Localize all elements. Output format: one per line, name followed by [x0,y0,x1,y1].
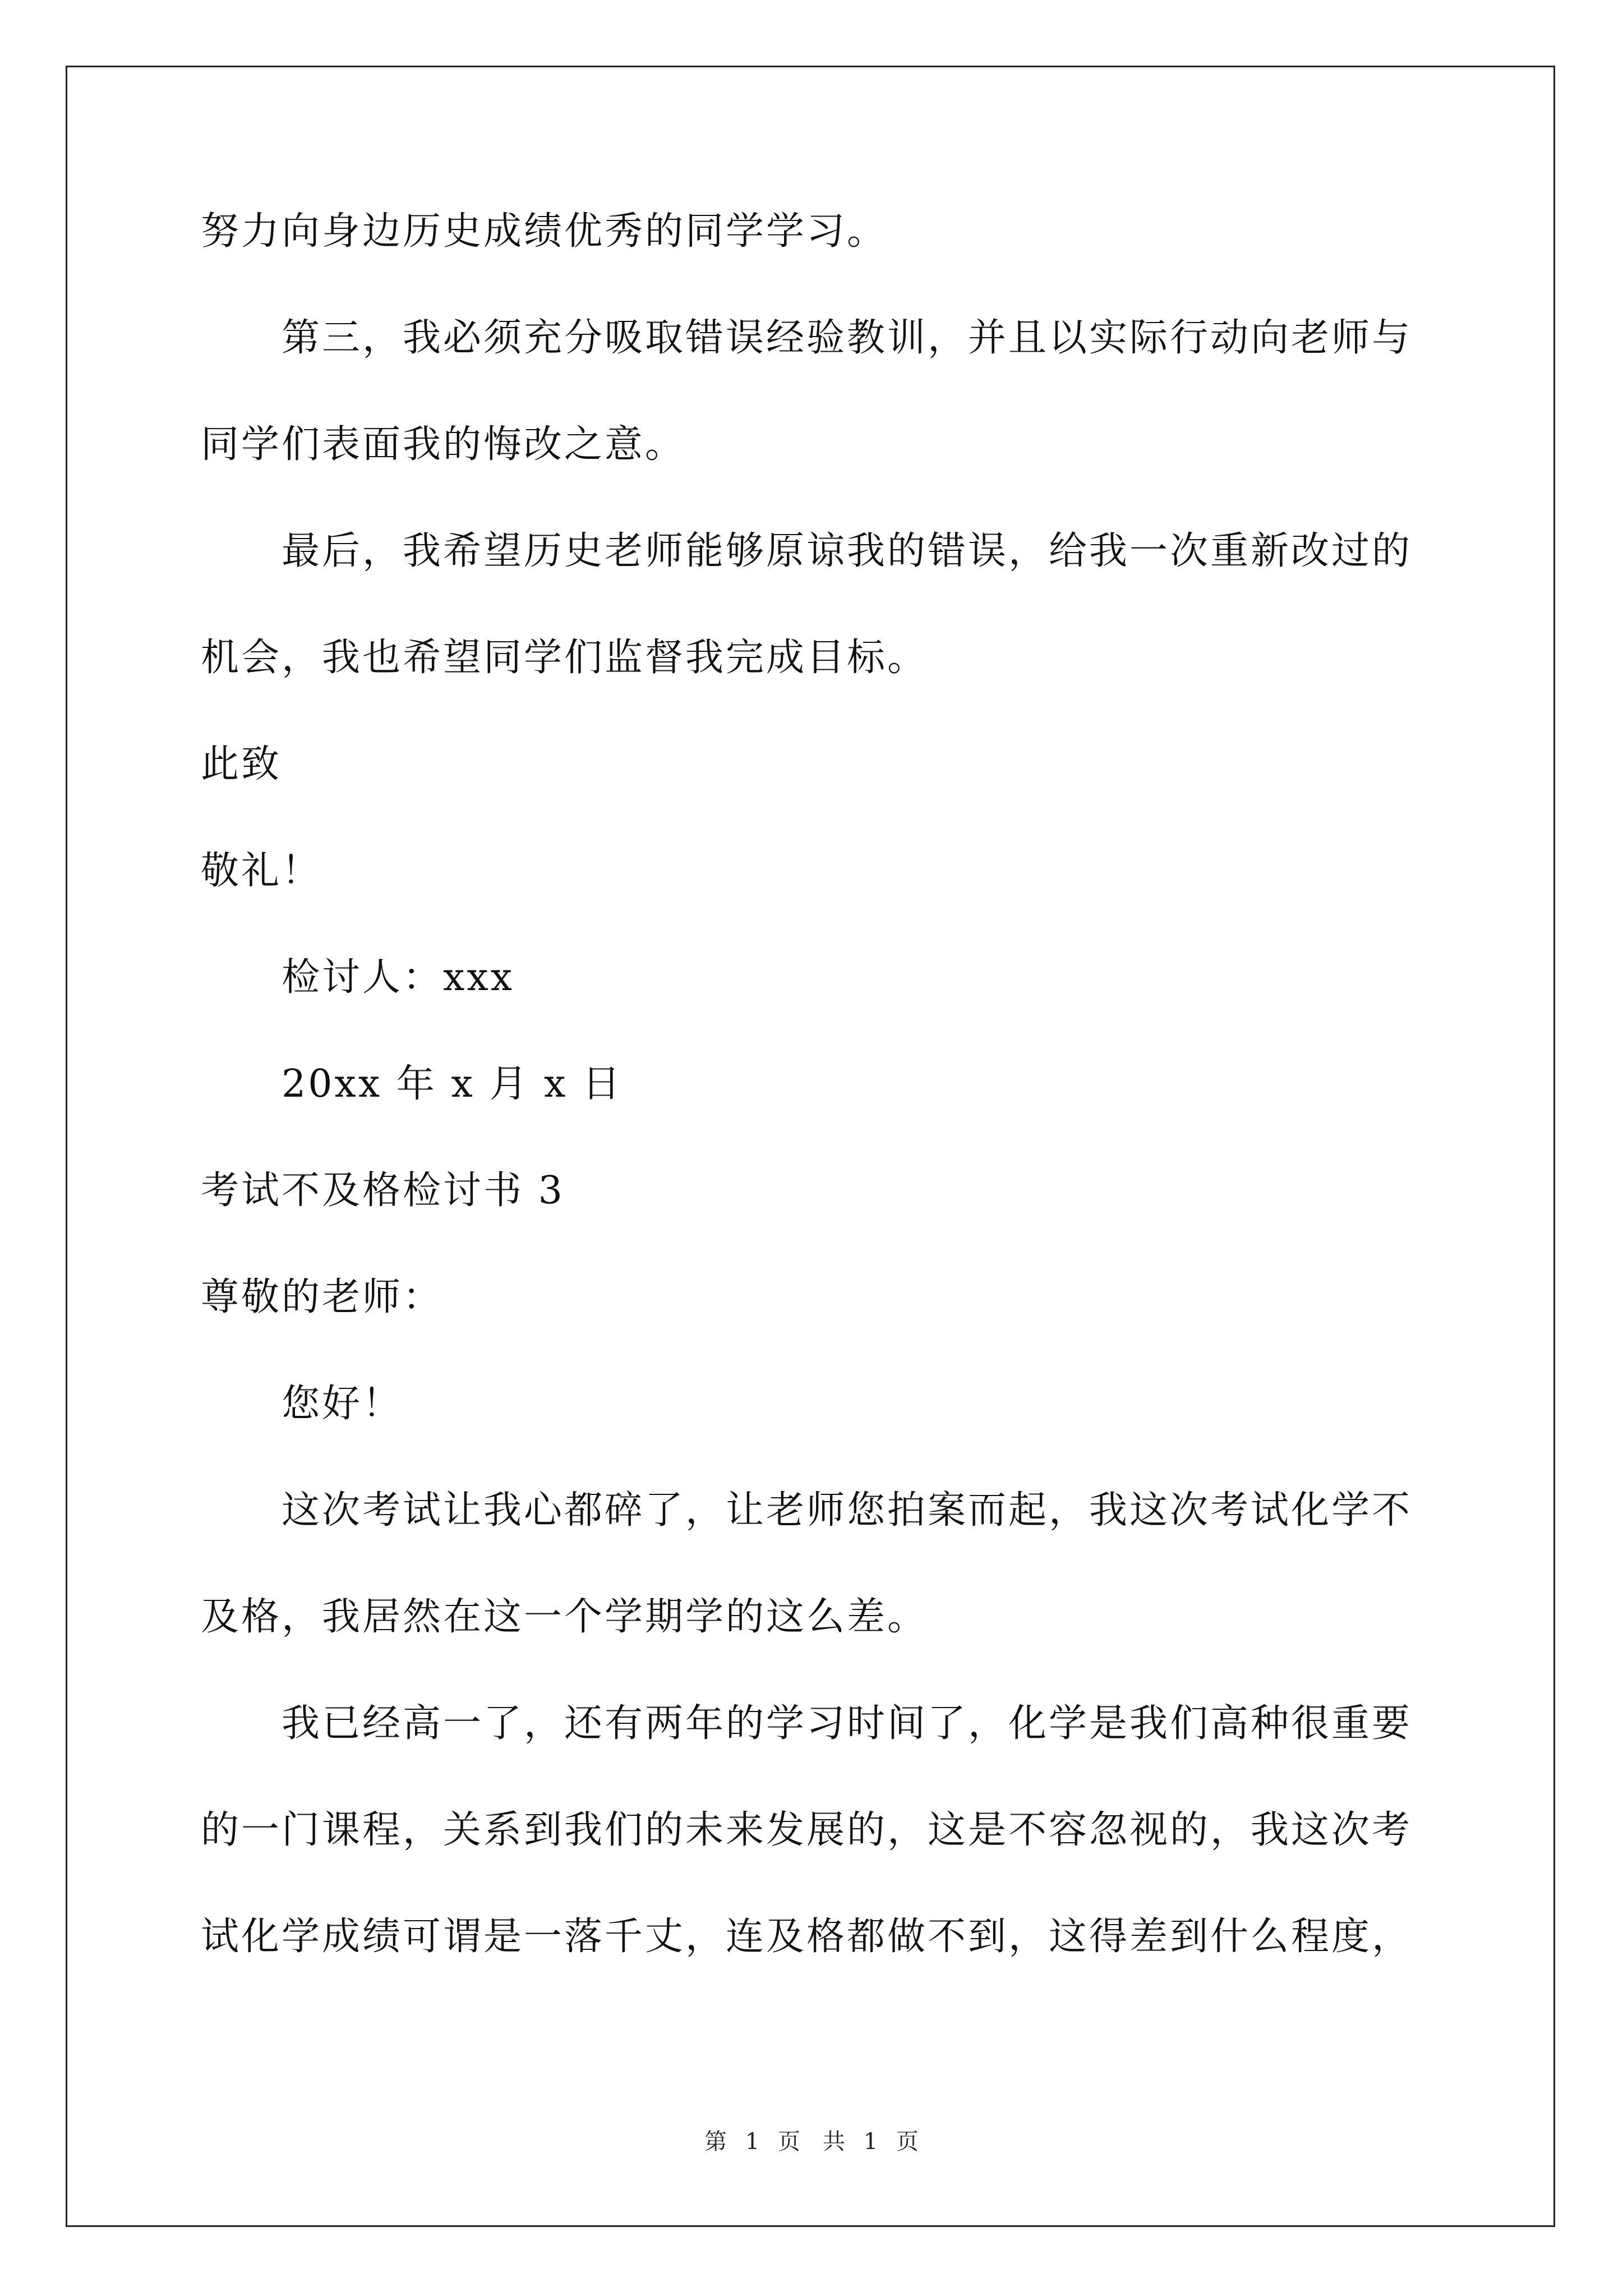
text-line: 机会，我也希望同学们监督我完成目标。 [201,636,928,680]
closing-line: 敬礼！ [201,849,322,893]
paragraph-line: 我已经高一了，还有两年的学习时间了，化学是我们高种很重要 [282,1701,1413,1746]
paragraph-line: 最后，我希望历史老师能够原谅我的错误，给我一次重新改过的 [282,529,1413,573]
text-line: 同学们表面我的悔改之意。 [201,422,686,467]
date-line: 20xx 年 x 月 x 日 [282,1062,623,1106]
text-line: 努力向身边历史成绩优秀的同学学习。 [201,209,888,254]
greeting-line: 您好！ [282,1382,403,1426]
text-line: 的一门课程，关系到我们的未来发展的，这是不容忽视的，我这次考 [201,1808,1413,1852]
page-border [66,66,1555,2227]
text-line: 试化学成绩可谓是一落千丈，连及格都做不到，这得差到什么程度， [201,1915,1413,1959]
text-line: 及格，我居然在这一个学期学的这么差。 [201,1595,928,1639]
greeting-line: 尊敬的老师： [201,1275,444,1319]
salutation-line: 此致 [201,742,282,786]
section-title: 考试不及格检讨书 3 [201,1168,565,1213]
paragraph-line: 第三，我必须充分吸取错误经验教训，并且以实际行动向老师与 [282,316,1413,360]
signer-line: 检讨人：xxx [282,955,515,1000]
paragraph-line: 这次考试让我心都碎了，让老师您拍案而起，我这次考试化学不 [282,1488,1413,1533]
page-number: 第 1 页 共 1 页 [704,2129,919,2155]
